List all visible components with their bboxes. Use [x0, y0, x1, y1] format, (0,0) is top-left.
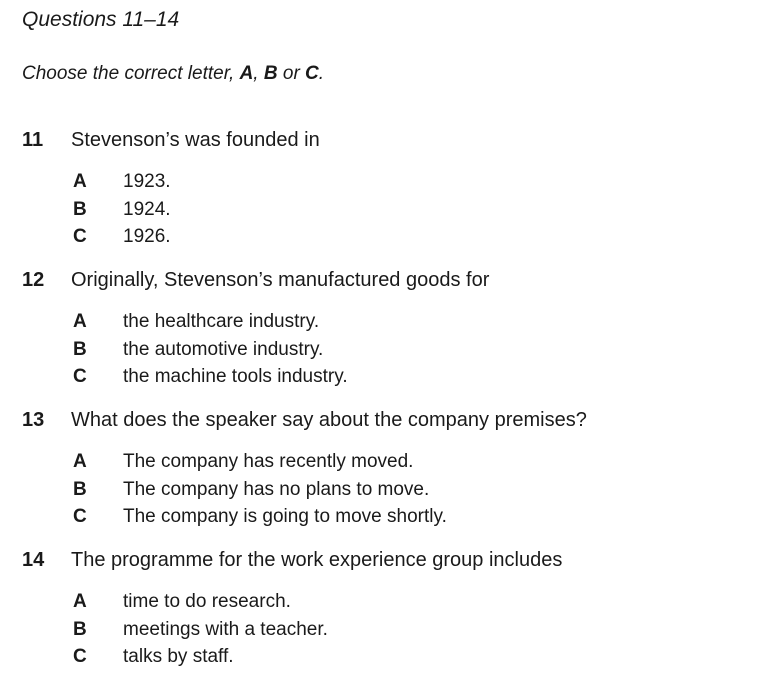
instruction-prefix: Choose the correct letter, — [22, 63, 240, 84]
instruction-sep-2: or — [277, 63, 306, 84]
option-letter: A — [73, 311, 87, 332]
question-text: What does the speaker say about the company premises? — [71, 409, 587, 431]
option-letter: B — [73, 478, 87, 500]
option-text: time to do research. — [123, 591, 291, 612]
question-stem — [22, 126, 762, 154]
option-letter: B — [73, 338, 87, 360]
option-letter: B — [73, 198, 87, 220]
option-list — [22, 448, 762, 531]
option-letter: A — [73, 451, 87, 472]
option-text: 1923. — [123, 171, 171, 192]
instruction-text — [22, 60, 324, 88]
option-c[interactable] — [22, 643, 762, 671]
option-text: The company has recently moved. — [123, 451, 414, 472]
question-11 — [22, 126, 762, 251]
question-stem — [22, 406, 762, 434]
question-text: Originally, Stevenson’s manufactured goods for — [71, 269, 490, 291]
option-list — [22, 308, 762, 391]
option-a[interactable] — [22, 168, 762, 196]
option-text: The company has no plans to move. — [123, 478, 430, 500]
option-b[interactable] — [22, 476, 762, 504]
question-stem — [22, 546, 762, 574]
instruction-letter-c: C — [305, 63, 319, 84]
question-number: 11 — [22, 129, 44, 151]
option-text: meetings with a teacher. — [123, 618, 328, 640]
option-letter: B — [73, 618, 87, 640]
instruction-sep-1: , — [253, 63, 264, 84]
option-c[interactable] — [22, 363, 762, 391]
option-letter: C — [73, 366, 87, 387]
option-a[interactable] — [22, 448, 762, 476]
question-13 — [22, 406, 762, 531]
option-letter: C — [73, 646, 87, 667]
option-a[interactable] — [22, 588, 762, 616]
instruction-letter-b: B — [263, 63, 278, 84]
question-text: Stevenson’s was founded in — [71, 129, 320, 151]
question-12 — [22, 266, 762, 391]
option-text: 1926. — [123, 226, 171, 247]
instruction-suffix: . — [318, 63, 325, 84]
option-letter: C — [73, 226, 87, 247]
question-stem — [22, 266, 762, 294]
question-14 — [22, 546, 762, 671]
option-b[interactable] — [22, 616, 762, 644]
option-text: the healthcare industry. — [123, 311, 320, 332]
instruction-letter-a: A — [239, 63, 254, 84]
option-c[interactable] — [22, 223, 762, 251]
question-number: 14 — [22, 549, 45, 571]
question-number: 12 — [22, 269, 45, 291]
option-text: talks by staff. — [123, 646, 234, 667]
option-text: The company is going to move shortly. — [123, 506, 447, 527]
option-list — [22, 588, 762, 671]
option-letter: A — [73, 171, 87, 192]
section-heading: Questions 11–14 — [22, 8, 180, 31]
question-text: The programme for the work experience group includes — [71, 549, 563, 571]
option-text: the machine tools industry. — [123, 366, 348, 387]
option-letter: C — [73, 506, 87, 527]
option-letter: A — [73, 591, 87, 612]
option-list — [22, 168, 762, 251]
option-c[interactable] — [22, 503, 762, 531]
option-b[interactable] — [22, 196, 762, 224]
question-number: 13 — [22, 409, 45, 431]
option-b[interactable] — [22, 336, 762, 364]
option-a[interactable] — [22, 308, 762, 336]
option-text: the automotive industry. — [123, 338, 324, 360]
option-text: 1924. — [123, 198, 171, 220]
